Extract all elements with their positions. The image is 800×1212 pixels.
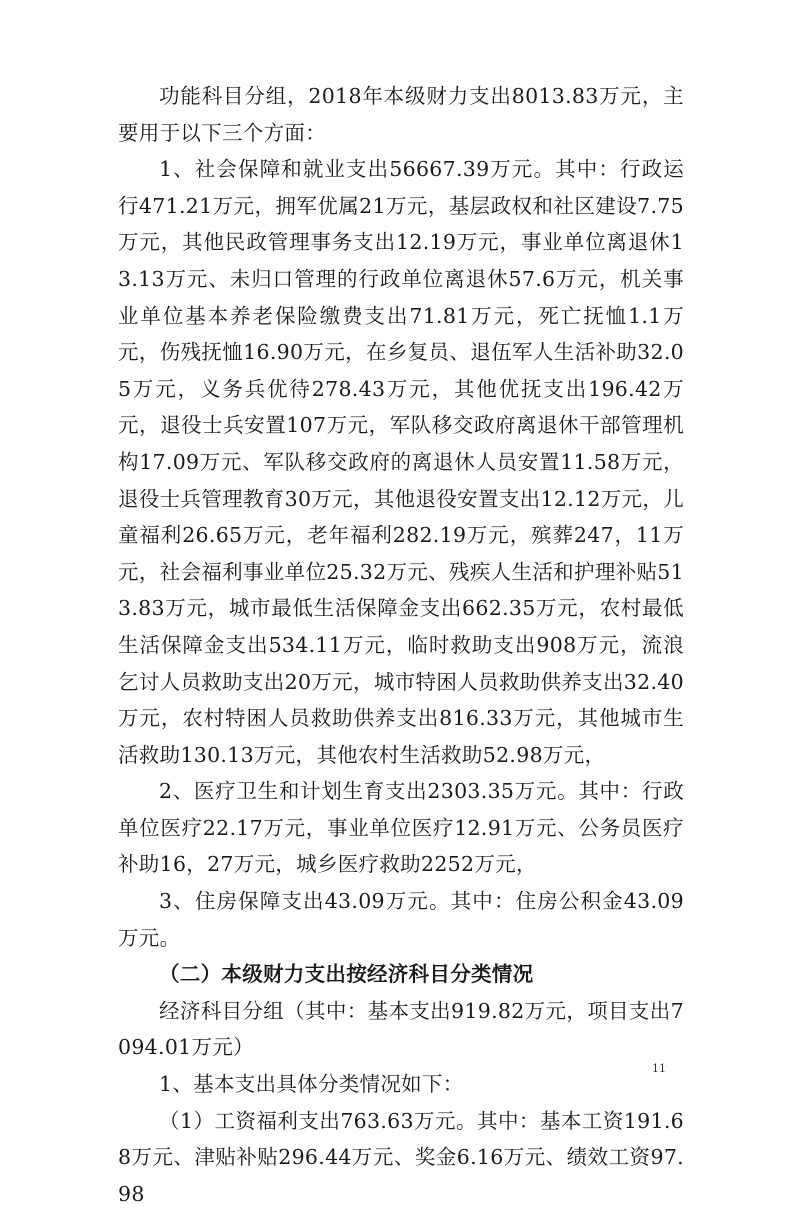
paragraph-functional-summary: 功能科目分组，2018年本级财力支出8013.83万元，主要用于以下三个方面： [118, 84, 684, 145]
paragraph-salary-welfare: （1）工资福利支出763.63万元。其中：基本工资191.68万元、津贴补贴296.44万元、奖金6.16万元、绩效工资97.98 [118, 1108, 684, 1206]
paragraph-social-security: 1、社会保障和就业支出56667.39万元。其中：行政运行471.21万元，拥军优属21万元，基层政权和社区建设7.75万元，其他民政管理事务支出12.19万元，事业单位离退休13.13万元、未归口管理的行政单位离退休57.6万元，机关事业单位基本养老保险缴费支出71.81万元，死亡抚恤1.1万元，伤残抚恤16.90万元，在乡复员、退伍军人生活补助32.05万元，义务兵优待278.43万元，其他优抚支出196.42万元，退役士兵安置107万元，军队移交政府离退休干部管理机构17.09万元、军队移交政府的离退休人员安置11.58万元，退役士兵管理教育30万元，其他退役安置支出12.12万元，儿童福利26.65万元，老年福利282.19万元，殡葬247，11万元，社会福利事业单位25.32万元、残疾人生活和护理补贴513.83万元，城市最低生活保障金支出662.35万元，农村最低生活保障金支出534.11万元，临时救助支出908万元，流浪乞讨人员救助支出20万元，城市特困人员救助供养支出32.40万元，农村特困人员救助供养支出816.33万元，其他城市生活救助130.13万元，其他农村生活救助52.98万元， [118, 157, 684, 767]
document-body [118, 78, 684, 1212]
paragraph-medical-health: 2、医疗卫生和计划生育支出2303.35万元。其中：行政单位医疗22.17万元，事业单位医疗12.91万元、公务员医疗补助16，27万元，城乡医疗救助2252万元， [118, 779, 684, 877]
page-number: 11 [652, 1062, 666, 1075]
paragraph-basic-expenditure: 1、基本支出具体分类情况如下： [159, 1072, 464, 1097]
paragraph-housing: 3、住房保障支出43.09万元。其中：住房公积金43.09万元。 [118, 889, 684, 950]
section-heading-economic: （二）本级财力支出按经济科目分类情况 [159, 962, 534, 987]
paragraph-economic-summary: 经济科目分组（其中：基本支出919.82万元，项目支出7094.01万元） [118, 998, 684, 1060]
